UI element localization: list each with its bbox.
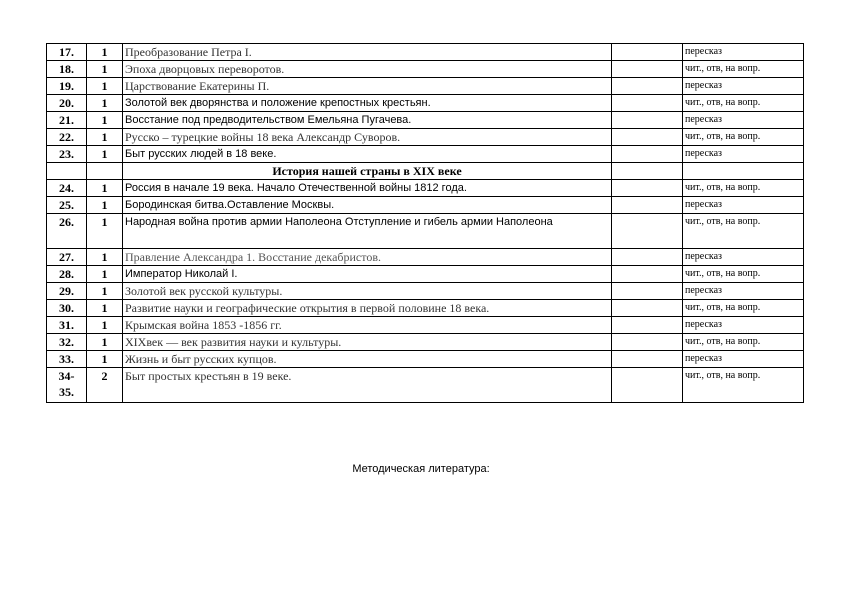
date-cell xyxy=(612,163,683,180)
lesson-number-cell: 21. xyxy=(47,112,87,129)
lesson-topic-cell: Жизнь и быт русских купцов. xyxy=(123,351,612,368)
work-form-cell: пересказ xyxy=(683,283,804,300)
lesson-hours-cell: 1 xyxy=(87,214,123,249)
lesson-hours-cell: 1 xyxy=(87,146,123,163)
work-form-cell: чит., отв, на вопр. xyxy=(683,95,804,112)
lesson-topic-cell: Восстание под предводительством Емельяна Пугачева. xyxy=(123,112,612,129)
lesson-row xyxy=(47,197,804,214)
lesson-hours-cell: 1 xyxy=(87,44,123,61)
lesson-row xyxy=(47,180,804,197)
work-form-cell: пересказ xyxy=(683,146,804,163)
lesson-row xyxy=(47,351,804,368)
lesson-row xyxy=(47,266,804,283)
lesson-hours-cell: 1 xyxy=(87,78,123,95)
lesson-number-cell: 20. xyxy=(47,95,87,112)
work-form-cell: пересказ xyxy=(683,197,804,214)
lesson-number-cell: 23. xyxy=(47,146,87,163)
lesson-topic-cell: Преобразование Петра I. xyxy=(123,44,612,61)
lesson-number-cell: 26. xyxy=(47,214,87,249)
work-form-cell: чит., отв, на вопр. xyxy=(683,214,804,249)
lesson-topic-cell: Крымская война 1853 -1856 гг. xyxy=(123,317,612,334)
date-cell xyxy=(612,146,683,163)
lesson-plan-body xyxy=(47,44,804,403)
lesson-row xyxy=(47,214,804,249)
lesson-hours-cell: 1 xyxy=(87,197,123,214)
methodical-literature-heading: Методическая литература: xyxy=(352,463,490,475)
lesson-number-cell: 33. xyxy=(47,351,87,368)
lesson-topic-cell: Бородинская битва.Оставление Москвы. xyxy=(123,197,612,214)
lesson-number-cell: 25. xyxy=(47,197,87,214)
lesson-topic-cell: Русско – турецкие войны 18 века Александр Суворов. xyxy=(123,129,612,146)
lesson-plan-table xyxy=(46,43,804,403)
date-cell xyxy=(612,214,683,249)
lesson-hours-cell: 1 xyxy=(87,283,123,300)
lesson-number-cell: 24. xyxy=(47,180,87,197)
date-cell xyxy=(612,129,683,146)
lesson-row xyxy=(47,368,804,403)
date-cell xyxy=(612,368,683,403)
date-cell xyxy=(612,95,683,112)
lesson-row xyxy=(47,300,804,317)
lesson-row xyxy=(47,61,804,78)
lesson-topic-cell: Развитие науки и географические открытия в первой половине 18 века. xyxy=(123,300,612,317)
lesson-number-cell: 17. xyxy=(47,44,87,61)
lesson-hours-cell: 1 xyxy=(87,351,123,368)
lesson-topic-cell: Император Николай I. xyxy=(123,266,612,283)
date-cell xyxy=(612,112,683,129)
date-cell xyxy=(612,266,683,283)
date-cell xyxy=(612,351,683,368)
lesson-row xyxy=(47,129,804,146)
lesson-row xyxy=(47,44,804,61)
lesson-hours-cell: 1 xyxy=(87,112,123,129)
work-form-cell: чит., отв, на вопр. xyxy=(683,368,804,403)
work-form-cell: чит., отв, на вопр. xyxy=(683,266,804,283)
date-cell xyxy=(612,249,683,266)
work-form-cell: пересказ xyxy=(683,78,804,95)
lesson-row xyxy=(47,146,804,163)
lesson-hours-cell: 1 xyxy=(87,266,123,283)
work-form-cell: чит., отв, на вопр. xyxy=(683,334,804,351)
lesson-hours-cell: 1 xyxy=(87,95,123,112)
lesson-row xyxy=(47,112,804,129)
lesson-hours-cell: 1 xyxy=(87,129,123,146)
lesson-row xyxy=(47,334,804,351)
lesson-row xyxy=(47,283,804,300)
work-form-cell: чит., отв, на вопр. xyxy=(683,300,804,317)
lesson-number-cell: 30. xyxy=(47,300,87,317)
section-heading-row xyxy=(47,163,804,180)
lesson-hours-cell: 2 xyxy=(87,368,123,403)
lesson-hours-cell: 1 xyxy=(87,334,123,351)
lesson-hours-cell: 1 xyxy=(87,300,123,317)
date-cell xyxy=(612,61,683,78)
work-form-cell: пересказ xyxy=(683,112,804,129)
lesson-topic-cell: Быт простых крестьян в 19 веке. xyxy=(123,368,612,403)
lesson-topic-cell: Народная война против армии Наполеона Отступление и гибель армии Наполеона xyxy=(123,214,612,249)
lesson-number-cell: 29. xyxy=(47,283,87,300)
lesson-number-cell: 19. xyxy=(47,78,87,95)
lesson-number-cell: 32. xyxy=(47,334,87,351)
lesson-topic-cell: Эпоха дворцовых переворотов. xyxy=(123,61,612,78)
date-cell xyxy=(612,180,683,197)
lesson-topic-cell: Быт русских людей в 18 веке. xyxy=(123,146,612,163)
lesson-number-cell: 34- 35. xyxy=(47,368,87,403)
lesson-hours-cell: 1 xyxy=(87,180,123,197)
work-form-cell: пересказ xyxy=(683,249,804,266)
lesson-number-cell: 22. xyxy=(47,129,87,146)
lesson-hours-cell: 1 xyxy=(87,317,123,334)
lesson-row xyxy=(47,78,804,95)
lesson-row xyxy=(47,95,804,112)
lesson-topic-cell: Золотой век русской культуры. xyxy=(123,283,612,300)
work-form-cell: чит., отв, на вопр. xyxy=(683,61,804,78)
lesson-topic-cell: Правление Александра 1. Восстание декабристов. xyxy=(123,249,612,266)
lesson-number-cell: 27. xyxy=(47,249,87,266)
date-cell xyxy=(612,197,683,214)
lesson-hours-cell: 1 xyxy=(87,249,123,266)
lesson-row xyxy=(47,317,804,334)
lesson-number-cell: 28. xyxy=(47,266,87,283)
date-cell xyxy=(612,44,683,61)
lesson-topic-cell: XIXвек — век развития науки и культуры. xyxy=(123,334,612,351)
lesson-row xyxy=(47,249,804,266)
lesson-topic-cell: Золотой век дворянства и положение крепостных крестьян. xyxy=(123,95,612,112)
lesson-hours-cell xyxy=(87,163,123,180)
work-form-cell: пересказ xyxy=(683,351,804,368)
date-cell xyxy=(612,78,683,95)
lesson-number-cell: 18. xyxy=(47,61,87,78)
lesson-hours-cell: 1 xyxy=(87,61,123,78)
work-form-cell xyxy=(683,163,804,180)
date-cell xyxy=(612,334,683,351)
work-form-cell: чит., отв, на вопр. xyxy=(683,129,804,146)
work-form-cell: чит., отв, на вопр. xyxy=(683,180,804,197)
work-form-cell: пересказ xyxy=(683,44,804,61)
section-title-cell: История нашей страны в XIX веке xyxy=(123,163,612,180)
lesson-topic-cell: Россия в начале 19 века. Начало Отечественной войны 1812 года. xyxy=(123,180,612,197)
date-cell xyxy=(612,283,683,300)
lesson-number-cell xyxy=(47,163,87,180)
work-form-cell: пересказ xyxy=(683,317,804,334)
date-cell xyxy=(612,300,683,317)
lesson-number-cell: 31. xyxy=(47,317,87,334)
lesson-topic-cell: Царствование Екатерины П. xyxy=(123,78,612,95)
date-cell xyxy=(612,317,683,334)
